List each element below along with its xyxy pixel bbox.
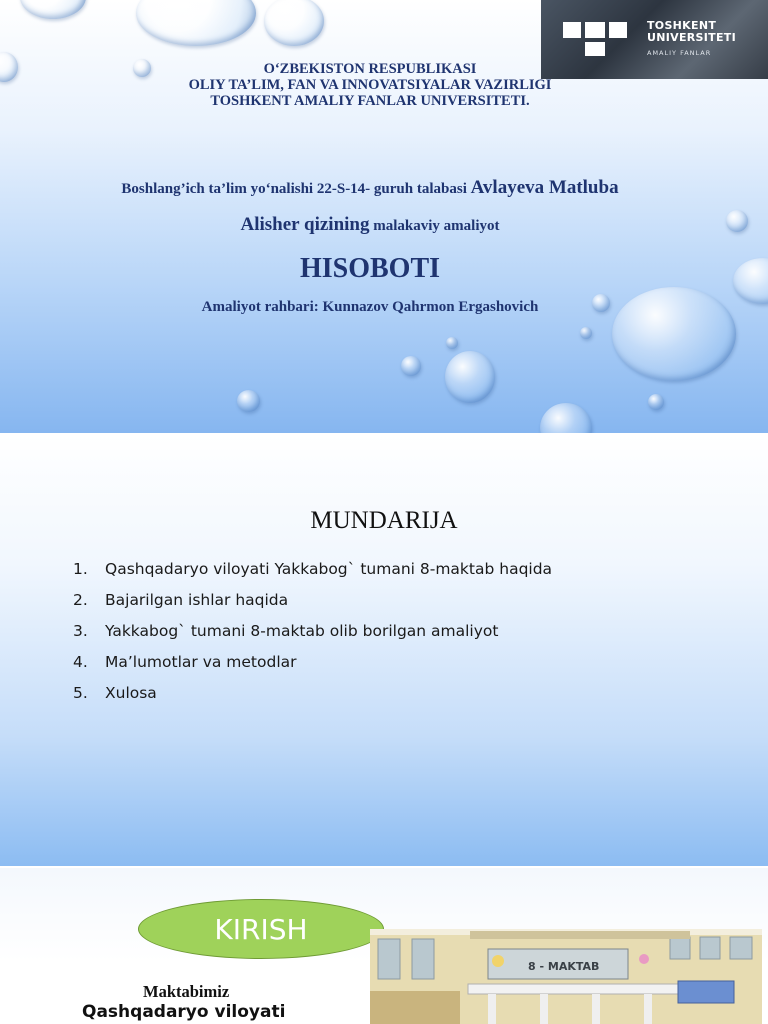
water-drop-decoration	[733, 258, 768, 304]
water-drop-decoration	[726, 210, 748, 232]
list-item: 4. Ma’lumotlar va metodlar	[73, 653, 297, 671]
report-title: HISOBOTI	[299, 253, 441, 284]
water-drop-decoration	[445, 351, 495, 403]
list-item: 3. Yakkabog` tumani 8-maktab olib borilgan amaliyot	[73, 622, 499, 640]
student-name: Avlayeva Matluba	[470, 177, 619, 198]
water-drop-decoration	[264, 0, 324, 46]
supervisor: Amaliyot rahbari: Kunnazov Qahrmon Ergashovich	[201, 299, 539, 315]
university-logo-subtitle: AMALIY FANLAR	[647, 49, 712, 57]
list-item: 2. Bajarilgan ishlar haqida	[73, 591, 289, 609]
water-drop-decoration	[237, 390, 260, 412]
school-sign: 8 - MAKTAB	[528, 960, 600, 973]
contents-list	[73, 560, 552, 715]
university-logo-mark	[563, 22, 627, 56]
student-name-line: Alisher qizining malakaviy amaliyot	[240, 214, 500, 235]
water-drop-decoration	[580, 327, 592, 339]
contents-slide	[0, 435, 768, 866]
intro-line-1: Maktabimiz	[143, 982, 230, 1001]
intro-slide	[0, 868, 768, 1024]
water-drop-decoration	[446, 337, 458, 349]
list-item: 5. Xulosa	[73, 684, 157, 702]
water-drop-decoration	[136, 0, 256, 46]
school-building-image	[370, 929, 762, 1024]
water-drop-decoration	[401, 356, 421, 376]
student-patronymic: Alisher qizining	[240, 214, 370, 235]
intro-badge: KIRISH	[138, 899, 384, 959]
contents-title: MUNDARIJA	[310, 507, 458, 534]
water-drop-decoration	[648, 394, 664, 410]
water-drop-decoration	[540, 403, 592, 433]
list-item: 1. Qashqadaryo viloyati Yakkabog` tumani 8-maktab haqida	[73, 560, 553, 578]
student-info-line: Boshlang’ich ta’lim yo‘nalishi 22-S-14- guruh talabasi Avlayeva Matluba	[121, 177, 619, 198]
intro-line-2: Qashqadaryo viloyati	[82, 1002, 286, 1022]
university-logo-name: TOSHKENT UNIVERSITETI	[647, 19, 736, 44]
title-slide	[0, 0, 768, 433]
school-photo	[370, 929, 762, 1024]
ministry-header: O‘ZBEKISTON RESPUBLIKASI OLIY TA’LIM, FAN VA INNOVATSIYALAR VAZIRLIGI TOSHKENT AMALIY FANLAR UNIVERSITETI.	[188, 61, 552, 109]
water-drop-decoration	[20, 0, 86, 19]
water-drop-decoration	[0, 52, 18, 82]
